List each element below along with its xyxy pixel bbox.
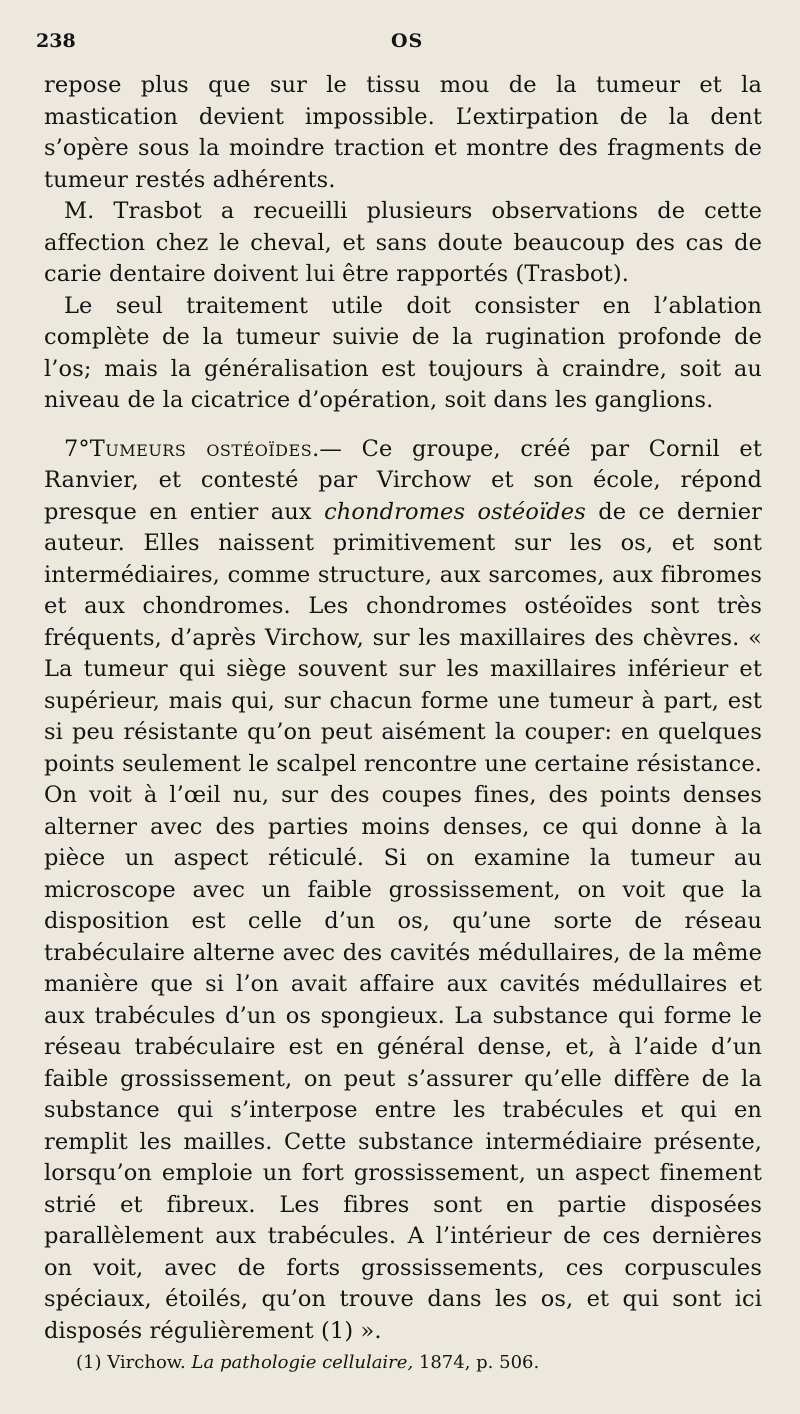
footnote-details: 1874, p. 506. — [418, 1352, 540, 1373]
section-number: 7° — [64, 435, 90, 462]
paragraph-tumeurs-osteoides — [44, 434, 762, 1348]
footnote-title: La pathologie cellulaire, — [191, 1352, 414, 1373]
paragraph-treatment: Le seul traitement utile doit consister en l’ablation complète de la tumeur suivie de la rugination profonde de l’os; mais la généralisation est toujours à craindre, soit au niveau de la cicatrice d’opération, soit dans les ganglions. — [44, 292, 762, 413]
page-number: 238 — [36, 30, 76, 52]
page-header — [36, 30, 766, 60]
paragraph-trasbot: M. Trasbot a recueilli plusieurs observations de cette affection chez le cheval, et sans doute beaucoup des cas de carie dentaire doivent lui être rapportés (Trasbot). — [44, 198, 762, 287]
paragraph-continuation: repose plus que sur le tissu mou de la tumeur et la mastication devient impossible. L’extirpation de la dent s’opère sous la moindre traction et montre des fragments de tumeur restés adhérents. — [44, 72, 762, 193]
section-text-part1: Ce groupe, créé par Cornil et Ranvier, et contesté par Virchow et son école, répond presque en entier aux — [44, 435, 762, 525]
footnote-author: Virchow. — [107, 1352, 186, 1373]
section-italic-term: chondromes ostéoïdes — [324, 498, 586, 525]
section-heading-punct: .— — [312, 435, 343, 462]
footnote-marker: (1) — [76, 1352, 102, 1373]
section-text-part2: de ce dernier auteur. Elles naissent primitivement sur les os, et sont intermédiaires, comme structure, aux sarcomes, aux fibromes et aux chondromes. Les chondromes ostéoïdes sont très fréquents, d’après Virchow, sur les maxillaires des chèvres. « La tumeur qui siège souvent sur les maxillaires inférieur et supérieur, mais qui, sur chacun forme une tumeur à part, est si peu résistante qu’on peut aisément la couper: en quelques points seulement le scalpel rencontre une certaine résistance. On voit à l’œil nu, sur des coupes fines, des points denses alterner avec des parties moins denses, ce qui donne à la pièce un aspect réticulé. Si on examine la tumeur au microscope avec un faible grossissement, on voit que la disposition est celle d’un os, qu’une sorte de réseau trabéculaire alterne avec des cavités médullaires, de la même manière que si l’on avait affaire aux cavités médullaires et aux trabécules d’un os spongieux. La substance qui forme le réseau trabéculaire est en général dense, et, à l’aide d’un faible grossissement, on peut s’assurer qu’elle diffère de la substance qui s’interpose entre les trabécules et qui en remplit les mailles. Cette substance intermédiaire présente, lorsqu’on emploie un fort grossissement, un aspect finement strié et fibreux. Les fibres sont en partie disposées parallèlement aux trabécules. A l’intérieur de ces dernières on voit, avec de forts grossissements, ces corpuscules spéciaux, étoilés, qu’on trouve dans les os, et qui sont ici disposés régulièrement (1) ». — [44, 498, 762, 1344]
section-heading: Tumeurs ostéoïdes — [89, 435, 313, 462]
body-text — [44, 70, 762, 1347]
footnote — [76, 1351, 766, 1375]
running-title: OS — [391, 30, 424, 52]
